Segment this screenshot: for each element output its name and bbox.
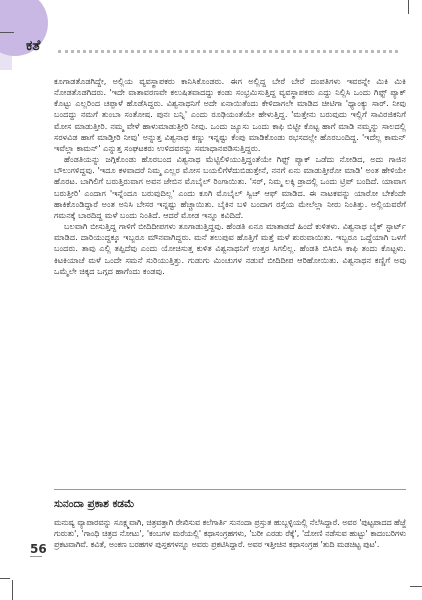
crop-mark — [410, 586, 422, 587]
paragraph: ಕೂಗಾಡತೊಡಗಿದ್ದೇ, ಅಲ್ಲಿಯ ವ್ಯವಸ್ಥಾಪಕರು ಕಾನಿಸಿಕೊಂಡರು. ಈಗ ಅಲ್ಲಿದ್ದ ಬೇರೆ ಬೇರೆ ದಂಪತಿಗಳು ಇವರನ್ನೇ ಮಿಕಿ ಮಿಕಿ ನೋಡತೊಡಗಿದರು. 'ಇದೇ ವಾತಾವರಣವೇ ಕಲುಷಿತವಾದದ್ದು ಕಂಡು ಸಂಭ್ರಮಿಸುತ್ತಿದ್ದ ವ್ಯವಸ್ಥಾಪಕರು ಎದ್ದು ನಿಲ್ಲಿಸಿ ಒಂದು ಗಿಫ್ಟ್ ಪ್ಯಾಕ್ ಕೊಟ್ಟು ಎಲ್ಲರಿಂದ ಚಪ್ಪಾಳೆ ಹೊಡೆಸಿದ್ದರು. ವಿಶ್ವನಾಥನಿಗೆ ಅದೇ ಏನಾಯಿತೆಂದು ಕೇಳಿದಾಗಲೇ ಮಾಡಿದ ಚೀಟಿಗಾ 'ಥ್ಯಾಂಕ್ಯು ಸಾರ್. ನೀವು ಬಂದದ್ದು ನಮಗೆ ತುಂಬಾ ಸಂತೋಷ. ಪುನಃ ಬನ್ನಿ' ಎಂದು ರೂಢಿಯಂತೆಯೇ ಹೇಳುತ್ತಿದ್ದ. 'ಮತ್ತೇನು ಬರುವುದು ಇಲ್ಲಿಗೆ ಸಾವಿರಜಿಕನಿಗೆ ಮೋಸ ಮಾಡುತ್ತೀರಿ. ನಮ್ಮ ವೇಳೆ ಹಾಳುಮಾಡುತ್ತೀರಿ ನೀವು. ಒಂದು ಜ್ಯೂಸು ಒಂದು ಕಾಫಿ ಬಿಟ್ಟೀ ಕೊಟ್ಟ ಹಾಗೆ ಮಾಡಿ ನಮ್ಮನ್ನು ಸಾಲದಲ್ಲಿ ಸರಳವಿಡ ಹಾಗೆ ಮಾಡ್ತೀರಿ ನೀವು' ಅನ್ನುತ್ತ ವಿಶ್ವನಾಥ ಕಣ್ಣು ಇನ್ನಷ್ಟು ಕೆಂಪು ಮಾಡಿಕೊಂಡು ರಭಸದಲ್ಲೇ ಹೊರಬಂದಿದ್ದ. 'ಇದೆಲ್ಲ ಕಾಮನ್ ಇವೆಲ್ಲಾ ಕಾಮನ್' ಎನ್ನುತ್ತ ಸಂಘಟಕರು ಉಳಿದವರನ್ನು ಸಮಾಧಾನಪಡಿಸುತ್ತಿದ್ದರು. — [54, 76, 406, 153]
author-bio: ಮನುಷ್ಯ ವ್ಯಾಪಾರವನ್ನು ಸೂಕ್ಷ್ಮವಾಗಿ, ಚಿತ್ರವತ್ತಾಗಿ ರೇಖಿಸುವ ಕಲೆಗಾರ್ತಿ ಸುನಂದಾ ಪ್ರಸ್ತುತ ಹುಬ್ಬಳ್ಳಿಯಲ್ಲಿ ನೆಲೆಸಿದ್ದಾರೆ. ಅವರ 'ಪುಟ್ಟಪಾದದ ಹೆಜ್ಜೆ ಗುರುತು', 'ಗಾಂಧಿ ಚಿತ್ರದ ನೋಟು', 'ಕಂಬಗಳ ಮರೆಯಲ್ಲಿ' ಕಥಾಸಂಗ್ರಹಗಳು, 'ಬರೀ ಎರಡು ರೆಕ್ಕೆ', 'ದೋಣಿ ನಡೆಸುವ ಹುಟ್ಟು' ಕಾದಂಬರಿಗಳು ಪ್ರಕಟವಾಗಿವೆ. ಕವಿತೆ, ಅಂಕಣ ಬರಹಗಳ ಪುಸ್ತಕಗಳನ್ನೂ ಅವರು ಪ್ರಕಟಿಸಿದ್ದಾರೆ. ಅವರ ಇತ್ತೀಚಿನ ಕಥಾಸಂಗ್ರಹ 'ತುದಿ ಮಡಚಿಟ್ಟ ಪುಟ'. — [54, 518, 406, 550]
header-decoration-circle — [0, 0, 48, 56]
crop-mark — [0, 578, 10, 579]
crop-mark — [12, 580, 13, 600]
crop-mark — [0, 32, 14, 33]
paragraph: ಬಲವಾಗಿ ಬೀಸುತ್ತಿದ್ದ ಗಾಳಿಗೆ ಬೀದಿದೀಪಗಳು ತೂಗಾಡುತ್ತಿದ್ದವು. ಹೆಂಡತಿ ಏನೂ ಮಾತಾಡದೆ ಹಿಂದೆ ಕುಳಿತಳು. ವಿಶ್ವನಾಥ ಬೈಕ್ ಸ್ಟಾರ್ಟ್ ಮಾಡಿದ. ದಾರಿಯುದ್ದಕ್ಕೂ ಇಬ್ಬರೂ ಮೌನವಾಗಿದ್ದರು. ಮನೆ ತಲುಪುವ ಹೊತ್ತಿಗೆ ಮತ್ತೆ ಮಳೆ ಶುರುವಾಯಿತು. ಇಬ್ಬರೂ ಒದ್ದೆಯಾಗಿ ಒಳಗೆ ಬಂದರು. ತಾವು ಎಲ್ಲಿ ತಪ್ಪಿದೆವು ಎಂದು ಯೋಚಿಸುತ್ತ ಕುಳಿತ ವಿಶ್ವನಾಥನಿಗೆ ಉತ್ತರ ಸಿಗಲಿಲ್ಲ. ಹೆಂಡತಿ ಬಿಸಿಬಿಸಿ ಕಾಫಿ ತಂದು ಕೊಟ್ಟಳು. ಕಿಟಕಿಯಾಚೆ ಮಳೆ ಒಂದೇ ಸಮನೆ ಸುರಿಯುತ್ತಿತ್ತು. ಗುಡುಗು ಮಿಂಚುಗಳ ನಡುವೆ ಬೀದಿದೀಪ ಆರಿಹೋಯಿತು. ವಿಶ್ವನಾಥನ ಕಣ್ಣಿಗೆ ಅವು ಒಮ್ಮೆಲೇ ಚಿಕ್ಕದ ಒಗ್ಗದ ಹಾಗೆಂದು ಕಂಡವು. — [54, 221, 406, 276]
page-number-rule — [30, 556, 42, 557]
page-number: 56 — [30, 542, 47, 556]
story-body — [54, 76, 406, 277]
header-dotted-rule — [58, 50, 398, 53]
section-divider — [54, 489, 406, 490]
section-title: ಕತೆ — [26, 38, 41, 54]
author-name-heading: ಸುನಂದಾ ಪ್ರಕಾಶ ಕಡಮೆ — [54, 498, 135, 510]
paragraph: ಹೆಂಡತಿಯನ್ನು ಜಗ್ಗಿಕೊಂಡು ಹೊರಬಂದ ವಿಶ್ವನಾಥ ಮೆಟ್ಟಿಲಿಳಿಯುತ್ತಿದ್ದಂತೆಯೇ ಗಿಫ್ಟ್ ಪ್ಯಾಕ್ ಒಡೆದು ನೋಡಿದ, ಅದು ಗಾಜಿನ ಬೌಲುಗಳಿದ್ದವು. 'ಇದೂ ಕಳವಾದರೆ ನಿಮ್ಮ ಎಲ್ಲರ ಮೋಸ ಬಯಲಿಗೆಳೆದುಬಿಡುತ್ತೇನೆ, ನನಗೆ ಏನು ಮಾಡುತ್ತೀರೋ ಮಾಡಿ' ಅಂತ ಹೇಳಿಯೇ ಹೊರಟ. ಬಾಗಿಲಿಗೆ ಬರುತ್ತಿರುವಾಗ ಅವನ ಜೇಬಿನ ಮೊಬೈಲ್ ರಿಂಗಾಯಿತು. 'ಸರ್, ನಿಮ್ಮ ಲಕ್ಕಿ ಡ್ರಾದಲ್ಲಿ ಒಂದು ಟ್ರಿಪ್ ಬಂದಿದೆ. ಯಾವಾಗ ಬರುತ್ತೀರಿ' ಎಂದಾಗ 'ಇನ್ನೆಂದೂ ಬರುವುದಿಲ್ಲ' ಎಂದು ಕೂಗಿ ಮೊಬೈಲ್ ಸ್ವಿಚ್ ಆಫ್ ಮಾಡಿದ. ಈ ನಾಟಕವನ್ನು ಯಾರೋ ಬೇಕೆಂದೇ ಹಾಕಿಕೊಂಡಿದ್ದಾರೆ ಅಂತ ಅನಿಸಿ ಬೇಸರ ಇನ್ನಷ್ಟು ಹೆಚ್ಚಾಯಿತು. ಬೈಕಿನ ಬಳಿ ಬಂದಾಗ ರಸ್ತೆಯ ಮೇಲೆಲ್ಲಾ ನೀರು ನಿಂತಿತ್ತು. ಅಲ್ಲಿಯವರೆಗೆ ಗಮನಕ್ಕೆ ಬಾರದಿದ್ದ ಮಳೆ ಬಂದು ನಿಂತಿದೆ. ಆದರೆ ಮೋಡ ಇನ್ನೂ ಕವಿದಿದೆ. — [54, 154, 406, 220]
crop-mark — [408, 0, 409, 14]
